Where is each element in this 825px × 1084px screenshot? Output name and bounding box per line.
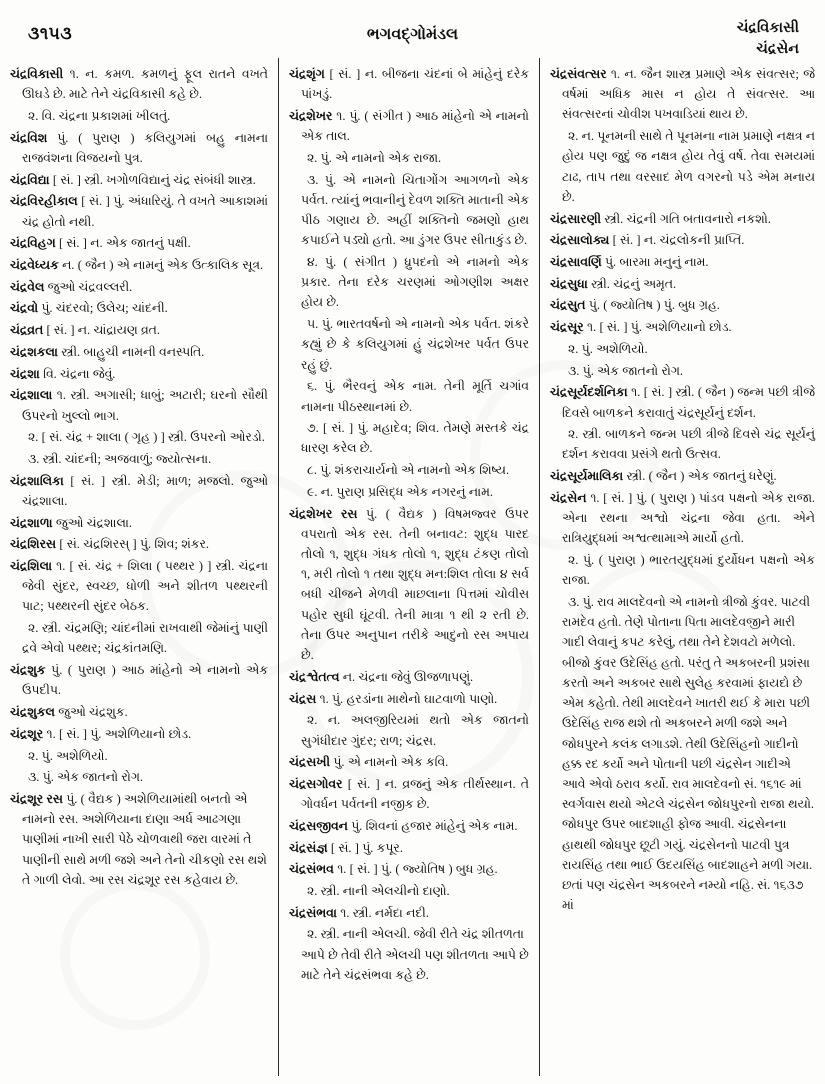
entry-sense xyxy=(550,424,815,464)
headword: ચંદ્રસૂર્યમાલિકા xyxy=(550,469,624,484)
dictionary-entry xyxy=(550,488,815,549)
dictionary-entry xyxy=(289,816,529,836)
dictionary-entry xyxy=(10,534,268,554)
dictionary-entry xyxy=(10,233,268,253)
entry-definition: પું. ( પુરાણ ) આઠ માંહેનો એ નામનો એક ઉપદીપ. xyxy=(22,663,268,698)
entry-definition: [ સં. ] પું. કપૂર. xyxy=(330,840,403,855)
entry-definition: ૫. પું. ભારતવર્ષનો એ નામનો એક પર્વત. શંકરે કહ્યું છે કે કલિયુગમાં હું ચંદ્રશેખર પર્વત ઉપર રહું છું. xyxy=(301,317,529,372)
entry-definition: ન. ચંદ્રના જેવું ઊજળાપણું. xyxy=(342,669,474,684)
entry-sense xyxy=(289,710,529,750)
headword: ચંદ્રસારણી xyxy=(550,211,602,226)
entry-definition: ૪. પું. ( સંગીત ) ધ્રુપદનો એ નામનો એક પ્રકાર. તેના દરેક ચરણમાં ઓગણીશ અક્ષર હોય છે. xyxy=(301,254,529,310)
headword: ચંદ્રસખી xyxy=(289,755,331,770)
dictionary-entry xyxy=(550,252,815,272)
dictionary-entry xyxy=(289,838,529,858)
entry-definition: [ સં. ] ન. વ્રજનું એક તીર્થસ્થાન. તે ગોવર્ધન પર્વતની નજીક છે. xyxy=(301,776,529,812)
entry-definition: ૧. [ સં. ચંદ્ર + શિલા ( પથ્થર ) ] સ્ત્રી. ચંદ્રના જેવી સુંદર, સ્વચ્છ, ધોળી અને શીતળ પથ્થરની પાટ; પથ્થરની સુંદર બેઠક. xyxy=(22,559,268,614)
dictionary-entry xyxy=(10,342,268,362)
entry-definition: ૧. [ સં. ] પું. અશેળિયાનો છોડ. xyxy=(587,320,732,335)
headword: ચંદ્રશકલા xyxy=(10,344,58,359)
entry-sense xyxy=(10,618,268,658)
headword: ચંદ્રશાલિકા xyxy=(10,473,64,488)
dictionary-entry xyxy=(289,106,529,146)
entry-definition: પું. ( વૈદ્યક ) અશેળિયામાંથી બનતો એ નામનો રસ. અશેળિયાના દાણા અર્ધ આઢગણા પાણીમાં નાખી સારી પેઠે ચોળવાથી જરા વારમાં તે પાણીની સાથે મળી જશે અને તેનો ચીકણો રસ થશે તે ગાળી લેવો. આ રસ ચંદ્રશૂર રસ કહેવાય છે. xyxy=(22,791,267,887)
entry-sense xyxy=(289,170,529,251)
entry-sense xyxy=(550,339,815,359)
entry-sense xyxy=(289,460,529,480)
headword: ચંદ્રસાલોક્ય xyxy=(550,233,610,248)
headword: ચંદ્રવિદ્યા xyxy=(10,172,50,187)
dictionary-entry xyxy=(550,274,815,294)
entry-definition: પું. બારમા મનુનું નામ. xyxy=(604,254,709,269)
dictionary-entry xyxy=(289,774,529,814)
entry-definition: ૨. ન. પૂનમની સાથે તે પૂનમના નામ પ્રમાણે નક્ષત્ર ન હોય પણ જુદું જ નક્ષત્ર હોય તેવું વર્ષ. તેવા સમયમાં ટાઢ, તાપ તથા વરસાદ મેળ વગરનો પડે એમ મનાય છે. xyxy=(562,129,815,204)
headword: ચંદ્રશ્વેતત્વ xyxy=(289,669,340,684)
entry-definition: ૧. ન. જૈન શાસ્ત્ર પ્રમાણે એક સંવત્સર; જે વર્ષમાં અધિક માસ ન હોય તે સંવત્સર. આ સંવત્સરનાં ચોવીશ પખવાડિયાં થાય છે. xyxy=(562,67,815,122)
dictionary-entry xyxy=(10,64,268,104)
dictionary-entry xyxy=(289,504,529,666)
dictionary-entry xyxy=(289,64,529,104)
entry-sense xyxy=(289,482,529,502)
entry-definition: જુઓ ચંદ્રશાલા. xyxy=(55,515,132,530)
entry-definition: [ સં. ] સ્ત્રી. મેડી; માળ; મજલો. જુઓ ચંદ્રશાલા. xyxy=(22,473,268,508)
entry-definition: ૧. [ સં. ] પું. અશેળિયાનો છોડ. xyxy=(46,726,192,741)
dictionary-entry xyxy=(10,364,268,384)
entry-sense xyxy=(10,767,268,787)
dictionary-entry xyxy=(10,660,268,700)
entry-sense xyxy=(550,550,815,590)
entry-definition: જુઓ ચંદ્રવલ્લરી. xyxy=(47,279,133,294)
page-number: ૩૧૫૩ xyxy=(28,24,73,43)
headword: ચંદ્રસજીવન xyxy=(289,818,348,833)
entry-sense xyxy=(289,418,529,458)
entry-definition: ૧. સ્ત્રી. નર્મદા નદી. xyxy=(340,905,429,920)
dictionary-entry xyxy=(10,320,268,340)
headword: ચંદ્રશેખર રસ xyxy=(289,506,358,521)
entry-sense xyxy=(550,361,815,381)
headword: ચંદ્રસૂર્યદર્શનિકા xyxy=(550,385,628,400)
headword: ચંદ્રસંભવ xyxy=(289,862,334,877)
entry-sense xyxy=(550,126,815,207)
entry-definition: ૬. પું. ભૈરવનું એક નામ. તેની મૂર્તિ ચગાંવ નામના પીઠસ્થાનમાં છે. xyxy=(301,379,529,414)
entry-definition: [ સં. ] પું. અંધારિયું. તે વખતે આકાશમાં ચંદ્ર હોતો નથી. xyxy=(22,194,268,229)
entry-definition: ૨. પું. ( પુરાણ ) ભારતયુદ્ધમાં દુર્યોધન પક્ષનો એક રાજા. xyxy=(562,553,815,588)
entry-definition: [ સં. ] ન. ચંદ્રલોકની પ્રાપ્તિ. xyxy=(612,233,745,248)
text-columns xyxy=(0,58,825,1076)
dictionary-entry xyxy=(10,277,268,297)
entry-definition: પું. એ નામનો એક કવિ. xyxy=(333,755,449,770)
headword: ચંદ્રશેખર xyxy=(289,108,333,123)
headword: ચંદ્રશુકલ xyxy=(10,705,55,720)
dictionary-entry xyxy=(550,230,815,250)
entry-definition: ૨. સ્ત્રી. નાની એલચીનો દાણો. xyxy=(307,884,450,899)
guide-word-last: ચંદ્રસેન xyxy=(756,40,799,57)
headword: ચંદ્રસગોવર xyxy=(289,776,343,791)
dictionary-entry xyxy=(550,466,815,486)
entry-definition: જુઓ ચંદ્રશુક. xyxy=(58,705,128,720)
headword: ચંદ્રશાલા xyxy=(10,388,53,403)
column-2 xyxy=(278,58,540,1076)
entry-definition: ૧. પું. હરડાંના માથેનો ઘાટવાળો પાણો. xyxy=(319,691,498,706)
headword: ચંદ્રવેલ xyxy=(10,279,45,294)
dictionary-entry xyxy=(289,752,529,772)
headword: ચંદ્રસુત xyxy=(550,298,586,313)
headword: ચંદ્રશૂર રસ xyxy=(10,791,63,806)
entry-definition: [ સં. ] ન. એક જાતનું પક્ષી. xyxy=(58,236,191,251)
entry-definition: સ્ત્રી. ચંદ્રનું અમૃત. xyxy=(591,276,677,291)
entry-definition: પું. ( વૈદ્યક ) વિષમજ્વર ઉપર વપરાતો એક રસ. તેની બનાવટ: શુદ્ધ પારદ તોલો ૧, શુદ્ધ ગંધક તોલો ૧, શુદ્ધ ટંકણ તોલો ૧, મરી તોલો ૧ તથા શુદ્ધ મન:શિલ તોલા ૪ સર્વ બધી ચીજને મેળવી માછલાના પિત્તમાં ચોવીસ પહોર સુધી ઘૂંટવી. તેની માત્રા ૧ થી ૨ રતી છે. તેના ઉપર અનુપાન તરીકે આદુનો રસ અપાય છે. xyxy=(301,506,529,663)
dictionary-entry xyxy=(289,859,529,879)
headword: ચંદ્રવેધ્યક xyxy=(10,257,59,272)
headword: ચંદ્રવિરહીકાલ xyxy=(10,194,78,209)
entry-definition: ૩. પું. એ નામનો ચિતાગોંગ આગળનો એક પર્વત. ત્યાંનું ભવાનીનું દેવળ શક્તિ માતાની એક પીઠ ગણાય છે. અહીં શક્તિનો જમણો હાથ કપાઈને પડ્યો હતો. આ ડુંગર ઉપર સીતાકુંડ છે. xyxy=(301,172,529,248)
entry-definition: પું. ( પુરાણ ) કલિયુગમાં બહુ નામના રાજવંશના વિજયનો પુત્ર. xyxy=(22,130,268,165)
dictionary-entry xyxy=(550,64,815,125)
headword: ચંદ્રશૃંગ xyxy=(289,67,325,81)
headword: ચંદ્રવિહગ xyxy=(10,236,56,251)
entry-definition: ૩. પું. એક જાતનો રોગ. xyxy=(28,770,144,785)
entry-definition: ૧. [ સં. ] પું. ( પુરાણ ) પાંડવ પક્ષનો એક રાજા. એના રથના અશ્વો ચંદ્રના જેવા હતા. એને રાત્રિયુદ્ધમાં અશ્વત્થામાએ માર્યો હતો. xyxy=(562,490,815,546)
entry-definition: ૧. [ સં. ] સ્ત્રી. ( જૈન ) જન્મ પછી ત્રીજે દિવસે બાળકને કરાવાતું ચંદ્રસૂર્યનું દર્શન. xyxy=(562,385,815,420)
headword: ચંદ્રશૂર xyxy=(10,726,44,741)
dictionary-entry xyxy=(550,295,815,315)
headword: ચંદ્રશા xyxy=(10,366,40,381)
entry-definition: ૧. સ્ત્રી. અગાસી; ધાબું; અટારી; ઘરનો સૌથી ઉપરનો ખુલ્લો ભાગ. xyxy=(22,388,268,423)
headword: ચંદ્રસૂર xyxy=(550,320,584,335)
entry-definition: સ્ત્રી. ( જૈન ) એક જાતનું ધરેણું. xyxy=(626,469,777,484)
entry-sense xyxy=(10,449,268,469)
dictionary-entry xyxy=(10,191,268,231)
headword: ચંદ્રસુધા xyxy=(550,276,588,291)
dictionary-entry xyxy=(550,317,815,337)
headword: ચંદ્રશાળા xyxy=(10,515,53,530)
dictionary-entry xyxy=(10,471,268,511)
dictionary-entry xyxy=(550,209,815,229)
entry-definition: [ સં. ] સ્ત્રી. ખગોળવિદ્યાનું ચંદ્ર સંબંધી શાસ્ત્ર. xyxy=(52,172,256,187)
entry-definition: ૨. પું. અશેળિયો. xyxy=(28,748,108,763)
entry-definition: ૨. સ્ત્રી. ચંદ્રમણિ; ચાંદનીમાં રાખવાથી જેમાંનું પાણી દ્રવે એવો પથ્થર; ચંદ્રકાંતમણિ. xyxy=(22,621,268,656)
entry-definition: ૨. ન. અલજીરિયમાં થતો એક જાતનો સુગંધીદાર ગુંદર; રાળ; ચંદ્રસ. xyxy=(301,713,529,748)
dictionary-entry xyxy=(10,724,268,744)
entry-definition: ૨. વિ. ચંદ્રના પ્રકાશમાં ખીલતું. xyxy=(28,108,171,123)
dictionary-entry xyxy=(10,255,268,275)
headword: ચંદ્રવ્રત xyxy=(10,323,44,338)
headword: ચંદ્રવો xyxy=(10,301,39,316)
entry-sense xyxy=(10,427,268,447)
headword: ચંદ્રશિરસ xyxy=(10,537,57,552)
entry-definition: સ્ત્રી. બાહુચી નામની વનસ્પતિ. xyxy=(61,344,205,359)
entry-sense xyxy=(10,746,268,766)
entry-definition: [ સં. ] ન. ચાંદ્રાયણ વ્રત. xyxy=(46,323,160,338)
entry-sense xyxy=(10,106,268,126)
dictionary-entry xyxy=(10,128,268,168)
entry-definition: ૭. [ સં. ] પું. મહાદેવ; શિવ. તેમણે મસ્તકે ચંદ્ર ધારણ કરેલ છે. xyxy=(301,421,529,456)
column-3 xyxy=(540,58,825,1076)
headword: ચંદ્રસેન xyxy=(550,490,587,505)
dictionary-entry xyxy=(10,513,268,533)
entry-definition: પું. ( જ્યોતિષ ) પું. બુધ ગ્રહ. xyxy=(588,298,720,313)
entry-definition: ૧. પું. ( સંગીત ) આઠ માંહેનો એ નામનો એક તાલ. xyxy=(301,108,529,144)
entry-sense xyxy=(289,148,529,168)
entry-definition: ૧. ન. કમળ. કમળનું ફૂલ રાતને વખતે ઊઘડે છે. માટે તેને ચંદ્રવિકાસી કહે છે. xyxy=(22,67,268,102)
entry-definition: [ સં. ] ન. બીજના ચંદનાં બે માંહેનું દરેક પાંખડું. xyxy=(301,67,529,102)
headword: ચંદ્રવિકાસી xyxy=(10,67,64,81)
entry-sense xyxy=(550,592,815,916)
dictionary-entry xyxy=(550,382,815,422)
headword: ચંદ્રસંજ્ઞ xyxy=(289,840,328,855)
dictionary-entry xyxy=(10,702,268,722)
entry-sense xyxy=(289,376,529,416)
entry-sense xyxy=(289,881,529,901)
entry-definition: ૩. પું. રાવ માલદેવનો એ નામનો ત્રીજો કુંવર. પાટવી રામદેવ હતો. તેણે પોતાના પિતા માલદેવજીને મારી ગાદી લેવાનું કપટ કરેલું, તથા તેને દેશવટો મળેલો. બીજો કુંવર ઉદેસિંહ હતો. પરંતુ તે અકબરની પ્રશંસા કરતો અને અકબર સાથે સુલેહ કરવામાં ફાયદો છે એમ કહેતો. તેથી માલદેવને ખાતરી થઈ કે મારા પછી ઉદેસિંહ રાજ થશે તો અકબરને મળી જશે અને જોધપુરને કલંક લગાડશે. તેથી ઉદેસિંહનો ગાદીનો હક્ક રદ કર્યો અને પોતાની પછી ચંદ્રસેન ગાદીએ આવે એવો ઠરાવ કર્યો. રાવ માલદેવનો સં. ૧૬૧૯ માં સ્વર્ગવાસ થયો એટલે ચંદ્રસેન જોધપુરનો રાજા થયો. જોધપુર ઉપર બાદશાહી ફોજ આવી. ચંદ્રસેનના હાથથી જોધપુર છૂટી ગયું. ચંદ્રસેનનો પાટવી પુત્ર રાયસિંહ તથા ભાઈ ઉદયસિંહ બાદશાહને મળી ગયા. છતાં પણ ચંદ્રસેન અકબરને નમ્યો નહિ. સં. ૧૬૩૭ માં xyxy=(562,594,815,913)
headword: ચંદ્રશુક xyxy=(10,663,46,678)
headword: ચંદ્રસ xyxy=(289,691,317,706)
entry-definition: પું. શિવનાં હજાર માંહેનું એક નામ. xyxy=(351,818,518,833)
entry-definition: ૨. સ્ત્રી. બાળકને જન્મ પછી ત્રીજે દિવસે ચંદ્ર સૂર્યનું દર્શન કરાવવા પ્રસંગે થતો ઉત્સવ. xyxy=(562,427,815,462)
headword: ચંદ્રશિલા xyxy=(10,559,52,574)
dictionary-entry xyxy=(289,689,529,709)
entry-definition: ૨. પું. એ નામનો એક રાજા. xyxy=(307,150,442,165)
dictionary-entry xyxy=(289,903,529,923)
entry-definition: ૩. સ્ત્રી. ચાંદની; અજવાળું; જ્યોત્સના. xyxy=(28,451,212,466)
entry-definition: ૯. ન. પુરાણ પ્રસિદ્ધ એક નગરનું નામ. xyxy=(307,484,493,499)
entry-definition: પું. ચંદરવો; ઉલેચ; ચાંદની. xyxy=(41,301,168,316)
dictionary-entry xyxy=(10,170,268,190)
entry-definition: ૩. પું. એક જાતનો રોગ. xyxy=(568,363,684,378)
running-head xyxy=(0,0,825,58)
entry-definition: ન. ( જૈન ) એ નામનું એક ઉત્કાલિક સૂત્ર. xyxy=(62,257,264,272)
entry-definition: ૮. પું. શંકરાચાર્યનો એ નામનો એક શિષ્ય. xyxy=(307,463,510,478)
entry-definition: ૨. સ્ત્રી. નાની એલચી. જેવી રીતે ચંદ્ર શીતળતા આપે છે તેવી રીતે એલચી પણ શીતળતા આપે છે માટે તેને ચંદ્રસંભવા કહે છે. xyxy=(301,927,529,982)
entry-definition: સ્ત્રી. ચંદ્રની ગતિ બતાવનારો નકશો. xyxy=(604,211,771,226)
dictionary-entry xyxy=(289,667,529,687)
headword: ચંદ્રસંવત્સર xyxy=(550,67,607,81)
guide-word-first: ચંદ્રવિકાસી xyxy=(736,20,799,36)
dictionary-entry xyxy=(10,556,268,617)
headword: ચંદ્રવિશ xyxy=(10,130,48,145)
dictionary-entry xyxy=(10,789,268,890)
entry-sense xyxy=(289,252,529,313)
entry-definition: વિ. ચંદ્રના જેવું. xyxy=(43,366,116,381)
dictionary-entry xyxy=(10,385,268,425)
entry-definition: [ સં. ચંદ્રશિરસ્ ] પું. શિવ; શંકર. xyxy=(59,537,210,552)
entry-definition: ૨. [ સં. ચંદ્ર + શાલા ( ગૃહ ) ] સ્ત્રી. ઉપરનો ઓરડો. xyxy=(28,430,265,445)
headword: ચંદ્રસાવર્ણિ xyxy=(550,254,602,269)
entry-sense xyxy=(289,314,529,375)
guide-words xyxy=(737,18,799,59)
headword: ચંદ્રસંભવા xyxy=(289,905,337,920)
book-title: ભગવદ્ગોમંડલ xyxy=(366,26,459,43)
dictionary-entry xyxy=(10,298,268,318)
column-1 xyxy=(0,58,278,1076)
entry-definition: ૧. [ સં. ] પું. ( જ્યોતિષ ) બુધ ગ્રહ. xyxy=(337,862,498,877)
entry-sense xyxy=(289,924,529,985)
entry-definition: ૨. પું. અશેળિયો. xyxy=(568,341,648,356)
